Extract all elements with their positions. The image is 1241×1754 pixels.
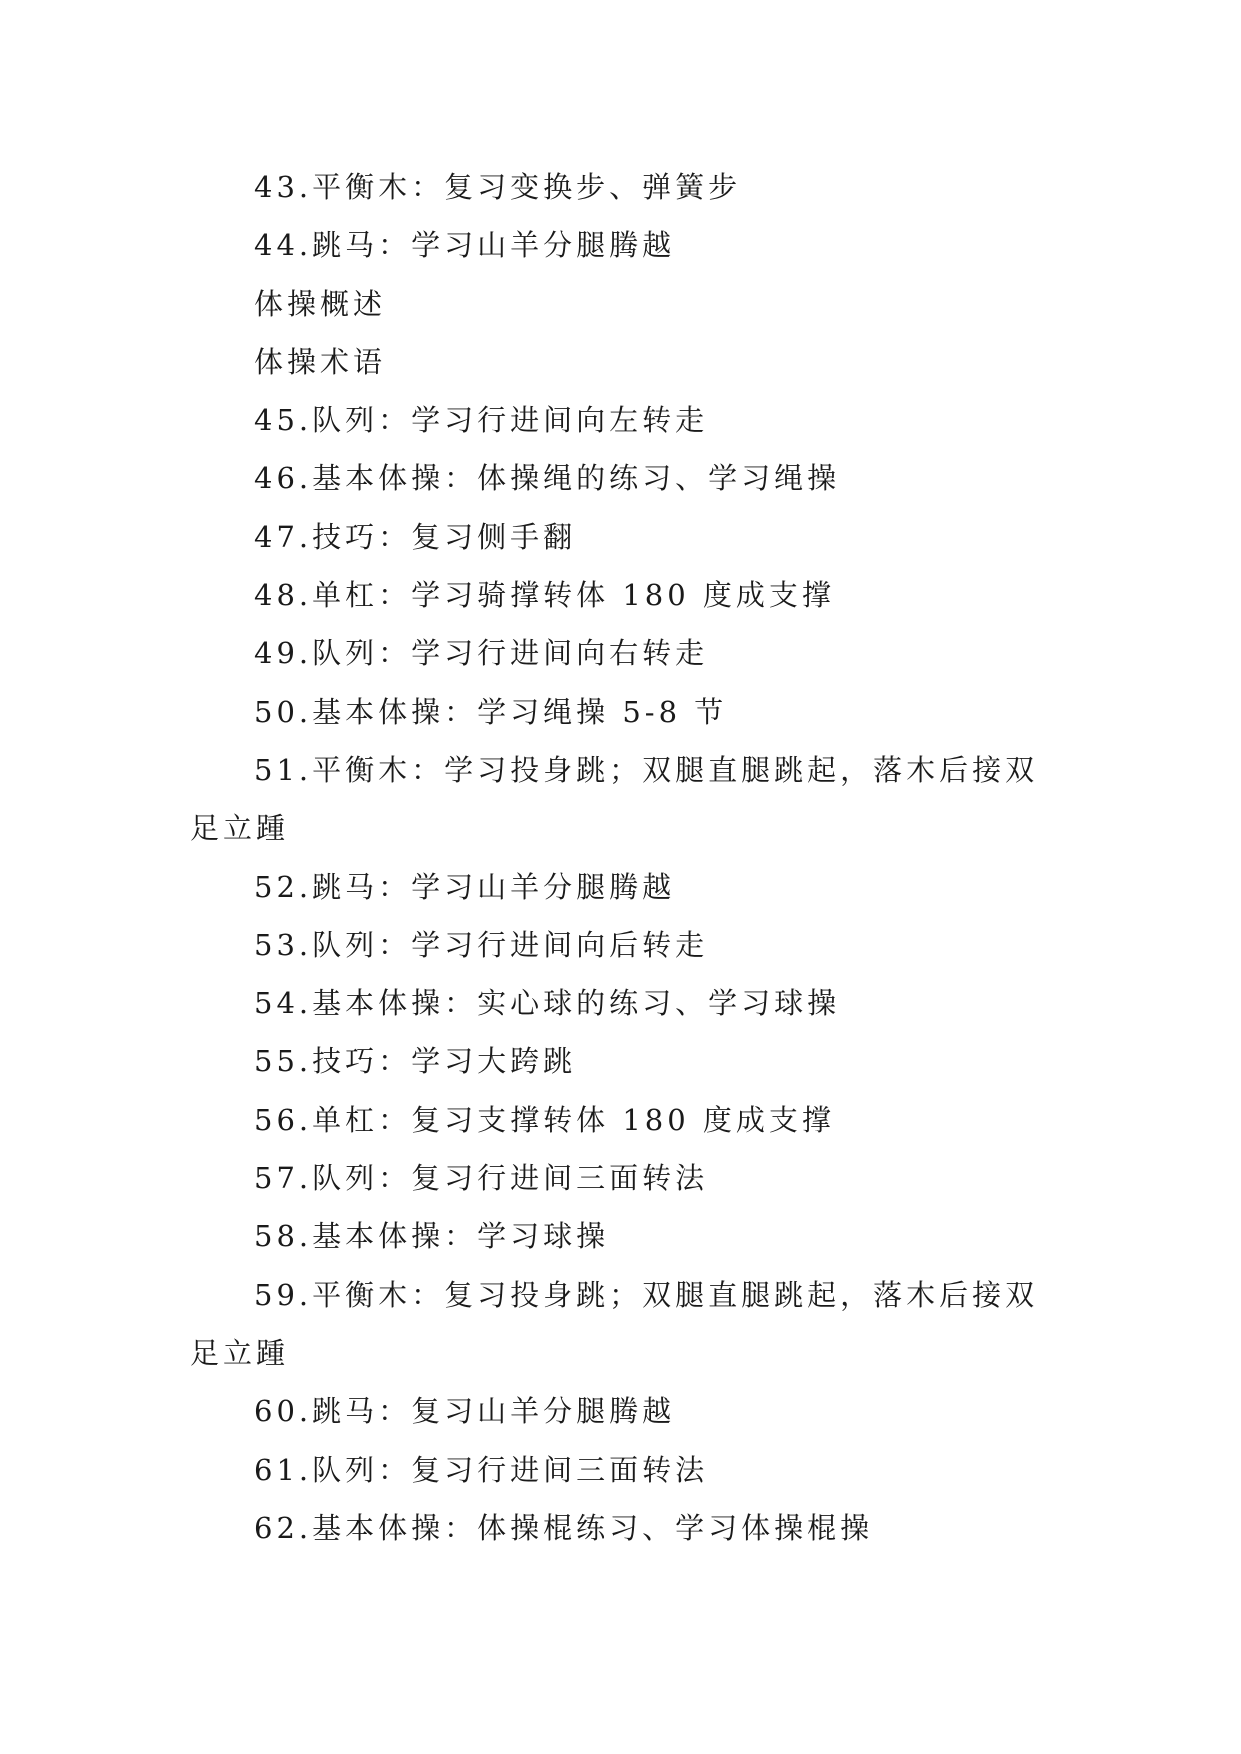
- list-item: 49.队列：学习行进间向右转走: [254, 636, 709, 671]
- list-item: 58.基本体操：学习球操: [254, 1219, 610, 1254]
- list-item: 60.跳马：复习山羊分腿腾越: [254, 1394, 676, 1429]
- list-item: 54.基本体操：实心球的练习、学习球操: [254, 986, 841, 1021]
- document-body: [190, 158, 1056, 1557]
- list-item: 53.队列：学习行进间向后转走: [254, 927, 709, 962]
- list-item: 61.队列：复习行进间三面转法: [254, 1452, 709, 1487]
- list-item: 47.技巧：复习侧手翻: [254, 519, 577, 554]
- section-heading: 体操术语: [254, 344, 387, 379]
- list-item: 56.单杠：复习支撑转体 180 度成支撑: [254, 1102, 835, 1137]
- list-item: 45.队列：学习行进间向左转走: [254, 403, 709, 438]
- list-item: 57.队列：复习行进间三面转法: [254, 1161, 709, 1196]
- list-item: 50.基本体操：学习绳操 5-8 节: [254, 694, 728, 729]
- list-item: 59.平衡木：复习投身跳；双腿直腿跳起，落木后接双足立踵: [190, 1277, 1039, 1370]
- section-heading: 体操概述: [254, 286, 387, 321]
- list-item: 44.跳马：学习山羊分腿腾越: [254, 228, 676, 263]
- list-item: 52.跳马：学习山羊分腿腾越: [254, 869, 676, 904]
- list-item: 62.基本体操：体操棍练习、学习体操棍操: [254, 1510, 874, 1545]
- list-item: 51.平衡木：学习投身跳；双腿直腿跳起，落木后接双足立踵: [190, 752, 1039, 846]
- list-item: 46.基本体操：体操绳的练习、学习绳操: [254, 461, 841, 496]
- list-item: 55.技巧：学习大跨跳: [254, 1044, 577, 1079]
- list-item: 48.单杠：学习骑撑转体 180 度成支撑: [254, 578, 835, 613]
- list-item: 43.平衡木：复习变换步、弹簧步: [254, 170, 742, 204]
